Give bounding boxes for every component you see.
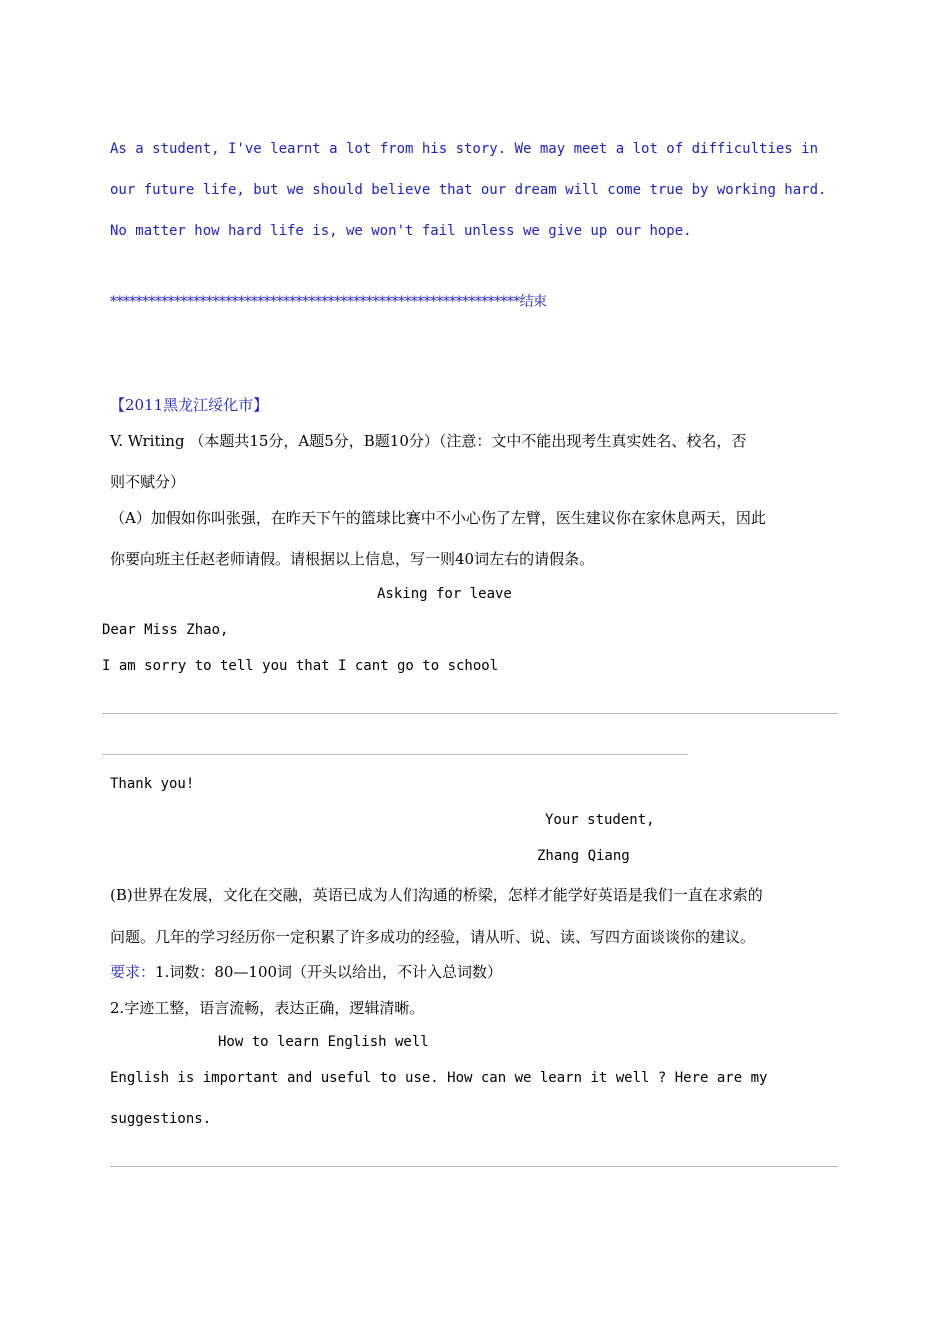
part-b-title: How to learn English well bbox=[218, 1034, 429, 1050]
answer-line bbox=[102, 754, 688, 755]
essay-line-1: As a student, I've learnt a lot from his story. We may meet a lot of difficulties in bbox=[110, 141, 819, 157]
part-a-signoff: Your student, bbox=[545, 812, 655, 828]
end-marker: ****************************************************************结束 bbox=[110, 294, 547, 310]
requirement-text: 1.词数：80—100词（开头以给出，不计入总词数） bbox=[155, 963, 503, 981]
essay-line-3: No matter how hard life is, we won't fail unless we give up our hope. bbox=[110, 223, 692, 239]
part-b-requirement-1 bbox=[110, 961, 502, 982]
part-b-prompt-line-1: (B)世界在发展，文化在交融，英语已成为人们沟通的桥梁，怎样才能学好英语是我们一直在求索的 bbox=[110, 886, 763, 904]
writing-header-line-1: V. Writing （本题共15分，A题5分，B题10分）（注意：文中不能出现考生真实姓名、校名，否 bbox=[110, 432, 747, 450]
writing-header-line-2: 则不赋分） bbox=[110, 473, 186, 491]
part-a-greeting: Dear Miss Zhao, bbox=[102, 622, 229, 638]
part-a-opening: I am sorry to tell you that I cant go to school bbox=[102, 658, 499, 674]
part-a-prompt-line-2: 你要向班主任赵老师请假。请根据以上信息，写一则40词左右的请假条。 bbox=[110, 550, 595, 568]
part-b-opening-line-2: suggestions. bbox=[110, 1111, 212, 1127]
part-b-requirement-2: 2.字迹工整，语言流畅，表达正确，逻辑清晰。 bbox=[110, 999, 425, 1017]
part-a-title: Asking for leave bbox=[377, 586, 512, 602]
essay-line-2: our future life, but we should believe that our dream will come true by working hard. bbox=[110, 182, 827, 198]
source-tag: 【2011黑龙江绥化市】 bbox=[110, 396, 269, 414]
part-a-prompt-line-1: （A）加假如你叫张强，在昨天下午的篮球比赛中不小心伤了左臂，医生建议你在家休息两天，因此 bbox=[110, 509, 766, 527]
requirement-label: 要求： bbox=[110, 963, 156, 981]
part-a-name: Zhang Qiang bbox=[537, 848, 630, 864]
answer-line bbox=[110, 1166, 838, 1167]
part-b-opening-line-1: English is important and useful to use. How can we learn it well ? Here are my bbox=[110, 1070, 768, 1086]
answer-line bbox=[102, 713, 838, 714]
part-b-prompt-line-2: 问题。几年的学习经历你一定积累了许多成功的经验，请从听、说、读、写四方面谈谈你的建议。 bbox=[110, 928, 756, 946]
part-a-closing: Thank you! bbox=[110, 776, 195, 792]
